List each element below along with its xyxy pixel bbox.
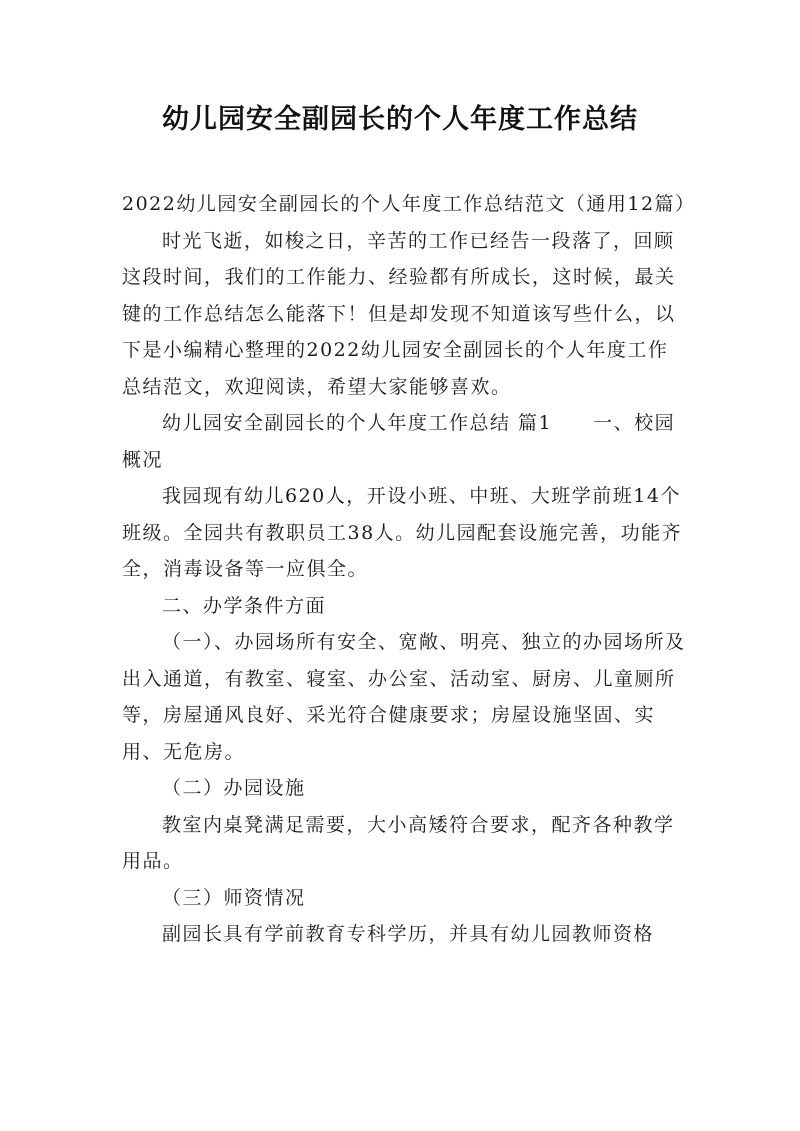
subsection-heading: （三）师资情况 xyxy=(162,886,306,909)
overview-paragraph: 我园现有幼儿620人，开设小班、中班、大班学前班14个班级。全园共有教职员工38人。幼儿园配套设施完善，功能齐全，消毒设备等一应俱全。 xyxy=(122,485,683,580)
section-heading: 二、办学条件方面 xyxy=(162,594,327,617)
subsection-heading: （二）办园设施 xyxy=(162,777,306,799)
document-body xyxy=(122,186,696,953)
conditions-paragraph: （一）、办园场所有安全、宽敞、明亮、独立的办园场所及出入通道，有教室、寝室、办公室、活动室、厨房、儿童厕所等，房屋通风良好、采光符合健康要求；房屋设施坚固、实用、无危房。 xyxy=(122,631,686,763)
intro-paragraph: 时光飞逝，如梭之日，辛苦的工作已经告一段落了，回顾这段时间，我们的工作能力、经验都有所成长，这时候，最关键的工作总结怎么能落下！但是却发现不知道该写些什么，以下是小编精心整理的2022幼儿园安全副园长的个人年度工作总结范文，欢迎阅读，希望大家能够喜欢。 xyxy=(122,229,676,398)
document-title: 幼儿园安全副园长的个人年度工作总结 xyxy=(162,104,638,135)
section-heading-paragraph: 幼儿园安全副园长的个人年度工作总结 篇1 一、校园概况 xyxy=(122,412,676,471)
subtitle-paragraph: 2022幼儿园安全副园长的个人年度工作总结范文（通用12篇） xyxy=(122,193,696,215)
facilities-paragraph: 教室内桌凳满足需要，大小高矮符合要求，配齐各种教学用品。 xyxy=(122,813,675,872)
staff-paragraph: 副园长具有学前教育专科学历，并具有幼儿园教师资格 xyxy=(162,923,655,945)
